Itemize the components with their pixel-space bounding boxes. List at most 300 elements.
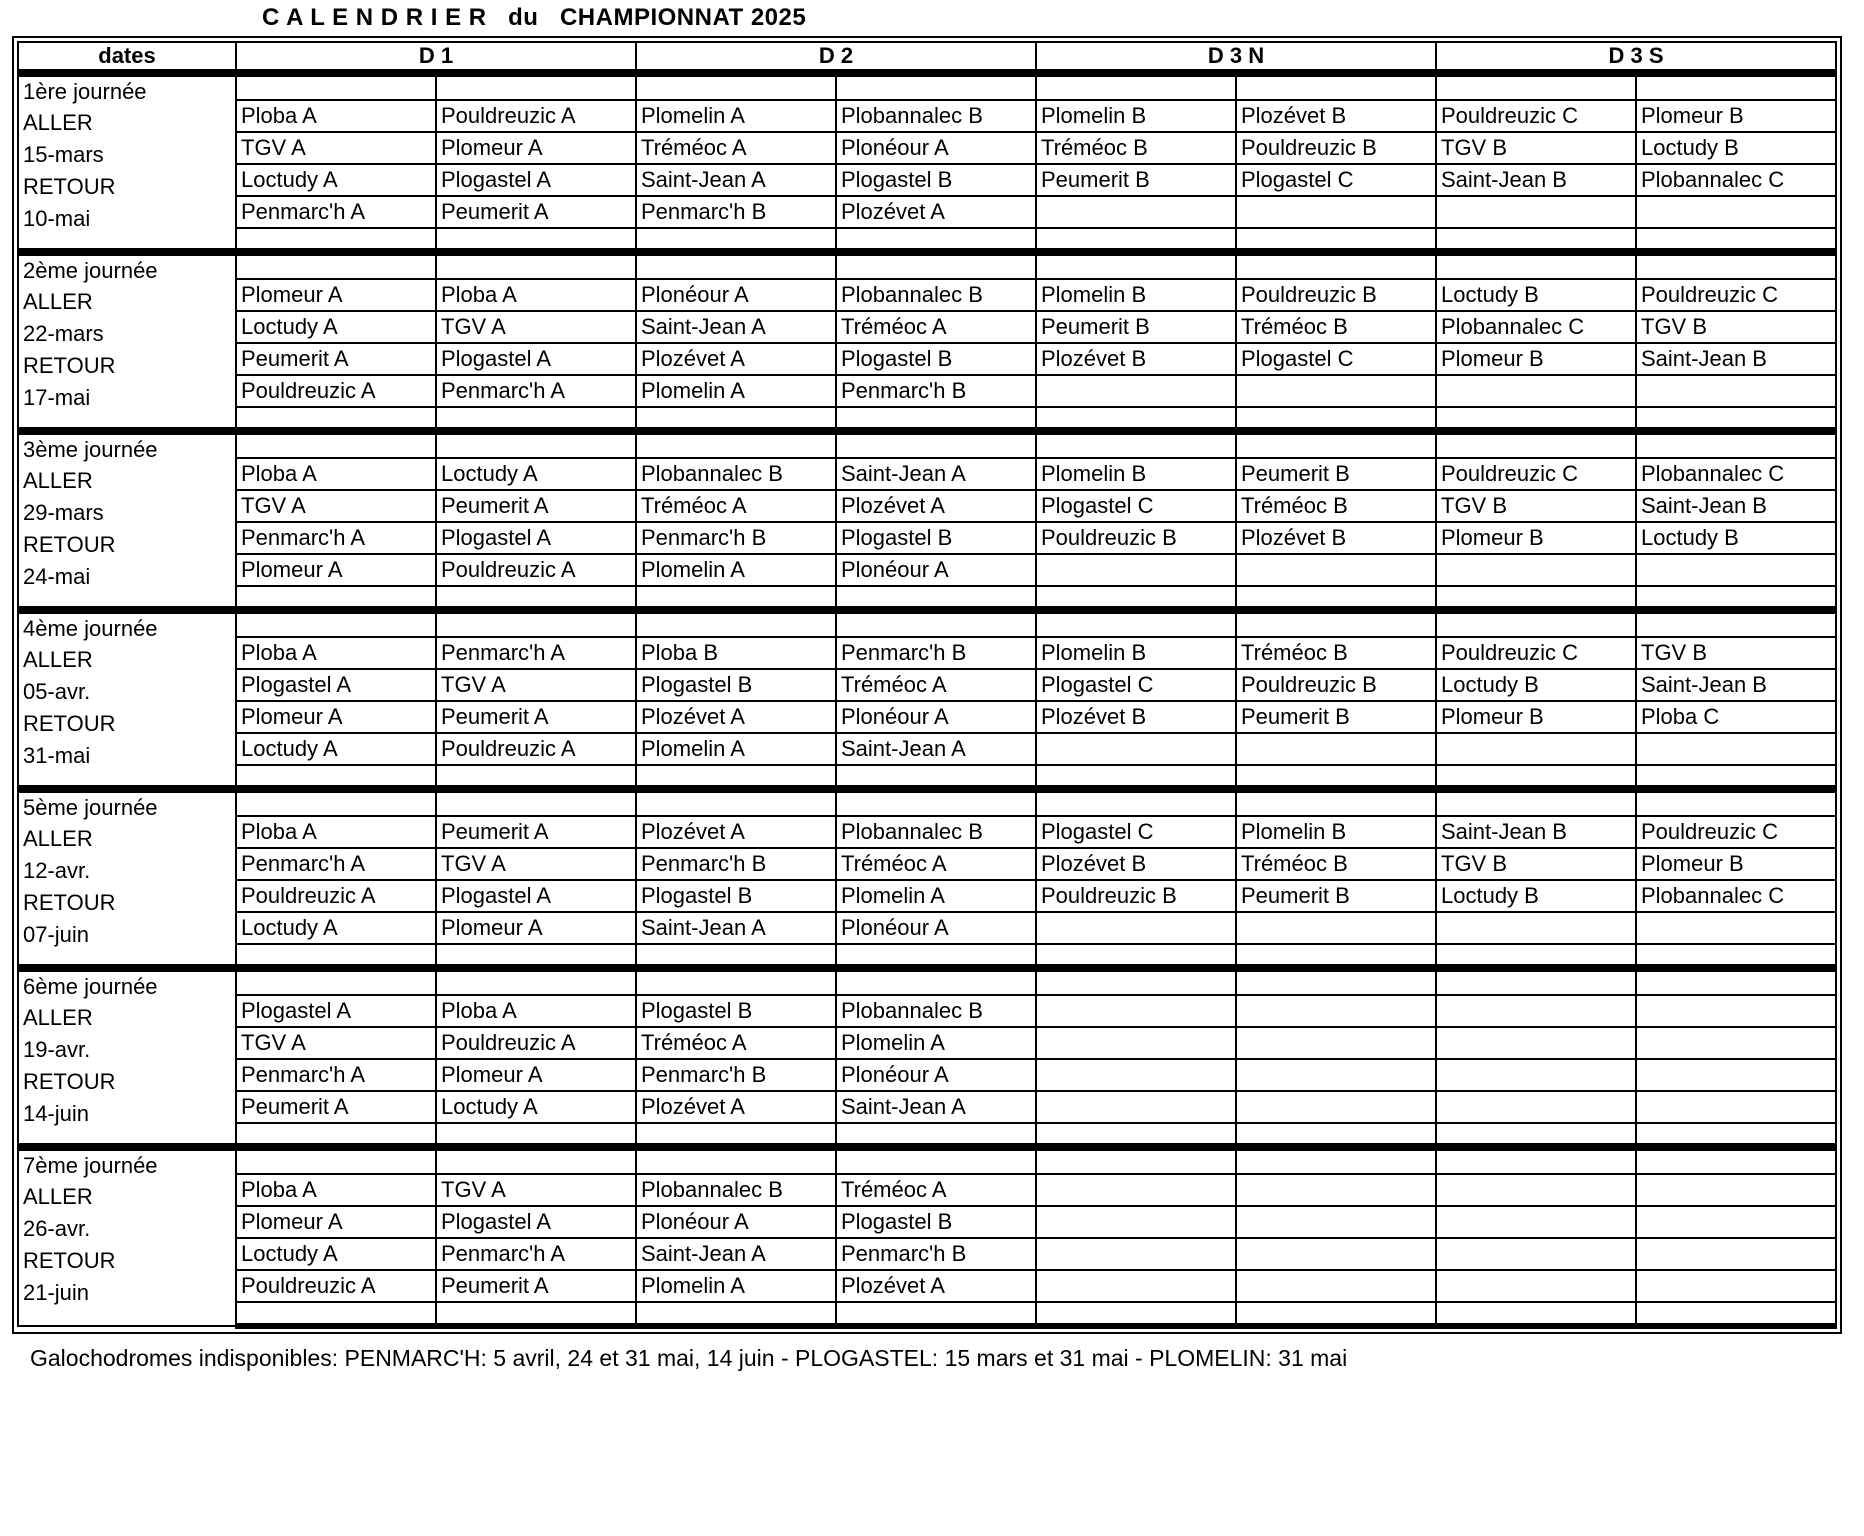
empty-cell [836,610,1036,637]
empty-cell [1436,944,1636,968]
empty-cell [1236,995,1436,1027]
aller-date: 12-avr. [23,858,91,883]
match-away-cell: Plomelin A [836,1027,1036,1059]
match-home-cell: Saint-Jean A [636,912,836,944]
empty-cell [1236,407,1436,431]
match-home-cell: TGV A [236,132,436,164]
match-away-cell: Saint-Jean B [1636,343,1836,375]
match-away-cell: Plobannalec B [836,100,1036,132]
match-home-cell: Pouldreuzic B [1036,522,1236,554]
match-home-cell: Saint-Jean A [636,311,836,343]
empty-cell [236,228,436,252]
retour-label: RETOUR [23,353,116,378]
empty-cell [836,765,1036,789]
empty-cell [1036,73,1236,100]
empty-cell [1436,73,1636,100]
journee-1-row [18,228,1836,252]
division-header-d1: D 1 [236,42,636,73]
journee-4-row [18,669,1836,701]
empty-cell [436,968,636,995]
match-away-cell: Plogastel A [436,1206,636,1238]
match-home-cell: Plomeur B [1436,522,1636,554]
division-header-d3s: D 3 S [1436,42,1836,73]
empty-cell [1036,1147,1236,1174]
empty-cell [836,431,1036,458]
journee-4-row [18,765,1836,789]
match-away-cell: Plomeur A [436,1059,636,1091]
empty-cell [1036,196,1236,228]
empty-cell [636,1123,836,1147]
match-home-cell: Penmarc'h B [636,196,836,228]
empty-cell [836,586,1036,610]
match-home-cell: TGV B [1436,490,1636,522]
aller-date: 15-mars [23,142,104,167]
aller-date: 29-mars [23,500,104,525]
match-home-cell: Saint-Jean A [636,164,836,196]
aller-date: 22-mars [23,321,104,346]
empty-cell [1236,1147,1436,1174]
journee-name: 2ème journée [23,258,158,283]
match-away-cell: Tréméoc A [836,669,1036,701]
empty-cell [1036,968,1236,995]
match-away-cell: Pouldreuzic A [436,1027,636,1059]
match-away-cell: Tréméoc A [836,848,1036,880]
empty-cell [1036,765,1236,789]
match-home-cell: Plogastel B [636,880,836,912]
journee-1-row [18,164,1836,196]
empty-cell [1636,995,1836,1027]
empty-cell [636,431,836,458]
match-away-cell: Pouldreuzic C [1636,816,1836,848]
empty-cell [436,228,636,252]
retour-date: 24-mai [23,564,91,589]
empty-cell [1036,252,1236,279]
journee-5-row [18,880,1836,912]
match-away-cell: TGV A [436,848,636,880]
journee-1-row [18,100,1836,132]
match-home-cell: Ploba A [236,637,436,669]
empty-cell [636,73,836,100]
journee-2-row [18,343,1836,375]
match-away-cell: Loctudy A [436,1091,636,1123]
empty-cell [1636,228,1836,252]
aller-label: ALLER [23,647,93,672]
empty-cell [1236,1123,1436,1147]
match-home-cell: Plobannalec B [636,458,836,490]
empty-cell [836,228,1036,252]
empty-cell [1236,252,1436,279]
empty-cell [1236,789,1436,816]
empty-cell [436,789,636,816]
journee-7-row [18,1206,1836,1238]
journee-dates-cell [18,431,236,610]
match-home-cell: Penmarc'h A [236,1059,436,1091]
match-home-cell: Loctudy B [1436,880,1636,912]
journee-6-row [18,1091,1836,1123]
match-away-cell: Pouldreuzic A [436,733,636,765]
division-header-d3n: D 3 N [1036,42,1436,73]
match-away-cell: Penmarc'h A [436,1238,636,1270]
match-home-cell: Plomelin B [1036,637,1236,669]
empty-cell [436,252,636,279]
empty-cell [1436,431,1636,458]
column-header-row [18,42,1836,73]
empty-cell [1436,789,1636,816]
empty-cell [436,586,636,610]
empty-cell [1236,944,1436,968]
journee-7-row [18,1238,1836,1270]
match-away-cell: Plozévet B [1236,522,1436,554]
match-away-cell: Pouldreuzic B [1236,669,1436,701]
match-away-cell: Plozévet A [836,196,1036,228]
match-home-cell: Plogastel C [1036,669,1236,701]
empty-cell [1436,586,1636,610]
empty-cell [1236,912,1436,944]
retour-date: 31-mai [23,743,91,768]
empty-cell [1236,968,1436,995]
match-home-cell: Tréméoc A [636,1027,836,1059]
empty-cell [1436,995,1636,1027]
journee-2-row [18,375,1836,407]
match-home-cell: Ploba B [636,637,836,669]
empty-cell [1636,1206,1836,1238]
match-away-cell: Peumerit A [436,490,636,522]
empty-cell [436,73,636,100]
empty-cell [1636,1027,1836,1059]
match-home-cell: Plogastel C [1036,816,1236,848]
match-away-cell: Saint-Jean A [836,1091,1036,1123]
match-away-cell: TGV B [1636,311,1836,343]
journee-5-row [18,789,1836,816]
empty-cell [1036,1091,1236,1123]
journee-5-row [18,912,1836,944]
retour-date: 10-mai [23,206,91,231]
empty-cell [1036,912,1236,944]
match-away-cell: Penmarc'h B [836,1238,1036,1270]
match-away-cell: Plogastel B [836,343,1036,375]
empty-cell [1036,1027,1236,1059]
match-home-cell: Plomeur A [236,701,436,733]
match-home-cell: Plomeur A [236,1206,436,1238]
match-away-cell: Peumerit A [436,1270,636,1302]
match-home-cell: Peumerit A [236,343,436,375]
journee-3-row [18,458,1836,490]
match-away-cell: Peumerit B [1236,458,1436,490]
empty-cell [636,789,836,816]
match-home-cell: Plomelin A [636,733,836,765]
match-away-cell: Plogastel A [436,522,636,554]
journee-1-row [18,196,1836,228]
match-home-cell: Plozévet A [636,816,836,848]
empty-cell [1636,944,1836,968]
empty-cell [1236,586,1436,610]
journee-6-row [18,1027,1836,1059]
empty-cell [1636,968,1836,995]
empty-cell [1036,375,1236,407]
match-home-cell: Plogastel A [236,669,436,701]
match-away-cell: Peumerit A [436,196,636,228]
empty-cell [436,944,636,968]
empty-cell [1036,1238,1236,1270]
calendar-table [17,41,1837,1329]
match-away-cell: Plogastel B [836,522,1036,554]
page-title: C A L E N D R I E R du CHAMPIONNAT 2025 [262,4,807,31]
empty-cell [1036,789,1236,816]
empty-cell [636,586,836,610]
empty-cell [436,1123,636,1147]
empty-cell [1636,586,1836,610]
journee-3-row [18,586,1836,610]
match-away-cell: Plogastel B [836,164,1036,196]
empty-cell [636,1302,836,1326]
match-away-cell: Plobannalec C [1636,164,1836,196]
match-away-cell: Ploba A [436,995,636,1027]
journee-6-row [18,995,1836,1027]
match-home-cell: Saint-Jean B [1436,164,1636,196]
match-home-cell: Plozévet B [1036,343,1236,375]
retour-label: RETOUR [23,711,116,736]
empty-cell [236,1123,436,1147]
match-away-cell: Plobannalec B [836,816,1036,848]
match-home-cell: Plomeur A [236,279,436,311]
aller-label: ALLER [23,468,93,493]
empty-cell [1236,73,1436,100]
match-home-cell: Penmarc'h A [236,196,436,228]
match-home-cell: Pouldreuzic A [236,1270,436,1302]
empty-cell [636,944,836,968]
empty-cell [1236,1206,1436,1238]
match-home-cell: Loctudy B [1436,669,1636,701]
empty-cell [236,1147,436,1174]
match-home-cell: Plomeur B [1436,701,1636,733]
journee-7-row [18,1270,1836,1302]
empty-cell [1236,1174,1436,1206]
journee-7-row [18,1302,1836,1326]
empty-cell [1036,1123,1236,1147]
empty-cell [236,431,436,458]
empty-cell [636,765,836,789]
match-away-cell: Plogastel C [1236,343,1436,375]
empty-cell [1436,1027,1636,1059]
match-away-cell: Plobannalec C [1636,458,1836,490]
match-away-cell: Plonéour A [836,912,1036,944]
match-away-cell: Plomeur B [1636,100,1836,132]
match-away-cell: Tréméoc B [1236,490,1436,522]
empty-cell [236,252,436,279]
match-away-cell: Ploba A [436,279,636,311]
empty-cell [436,765,636,789]
match-away-cell: TGV A [436,1174,636,1206]
empty-cell [236,968,436,995]
match-away-cell: Plobannalec B [836,279,1036,311]
match-home-cell: Plomelin A [636,375,836,407]
match-away-cell: Peumerit A [436,701,636,733]
empty-cell [1636,431,1836,458]
match-away-cell: Plomelin A [836,880,1036,912]
match-home-cell: Ploba A [236,458,436,490]
empty-cell [1036,944,1236,968]
empty-cell [1236,733,1436,765]
journee-3-row [18,554,1836,586]
match-home-cell: Peumerit A [236,1091,436,1123]
empty-cell [1036,1270,1236,1302]
empty-cell [436,610,636,637]
empty-cell [1236,610,1436,637]
match-away-cell: Saint-Jean A [836,733,1036,765]
match-away-cell: Plobannalec B [836,995,1036,1027]
match-home-cell: Plozévet A [636,343,836,375]
match-away-cell: Plonéour A [836,554,1036,586]
empty-cell [836,73,1036,100]
empty-cell [1636,733,1836,765]
empty-cell [636,968,836,995]
empty-cell [1436,1270,1636,1302]
empty-cell [836,789,1036,816]
match-away-cell: Plogastel B [836,1206,1036,1238]
empty-cell [236,944,436,968]
empty-cell [1236,1270,1436,1302]
match-home-cell: Pouldreuzic A [236,880,436,912]
match-away-cell: Plonéour A [836,1059,1036,1091]
empty-cell [1636,375,1836,407]
empty-cell [1236,196,1436,228]
match-away-cell: Plomelin B [1236,816,1436,848]
retour-label: RETOUR [23,890,116,915]
match-away-cell: Saint-Jean A [836,458,1036,490]
journee-5-row [18,816,1836,848]
match-home-cell: Pouldreuzic C [1436,458,1636,490]
empty-cell [836,944,1036,968]
match-away-cell: Peumerit B [1236,701,1436,733]
journee-dates-cell [18,610,236,789]
match-home-cell: TGV A [236,490,436,522]
match-home-cell: Pouldreuzic A [236,375,436,407]
journee-2-row [18,252,1836,279]
journee-name: 6ème journée [23,974,158,999]
empty-cell [1236,1027,1436,1059]
journee-name: 3ème journée [23,437,158,462]
match-home-cell: Plomeur A [236,554,436,586]
match-home-cell: Plogastel B [636,669,836,701]
aller-label: ALLER [23,110,93,135]
empty-cell [1436,912,1636,944]
match-home-cell: Penmarc'h A [236,522,436,554]
empty-cell [1436,196,1636,228]
empty-cell [1036,1174,1236,1206]
match-home-cell: Plozévet A [636,701,836,733]
match-away-cell: Penmarc'h B [836,375,1036,407]
empty-cell [236,73,436,100]
match-away-cell: Pouldreuzic A [436,100,636,132]
aller-label: ALLER [23,1184,93,1209]
match-away-cell: Loctudy B [1636,522,1836,554]
empty-cell [1436,375,1636,407]
empty-cell [1036,610,1236,637]
match-away-cell: Loctudy A [436,458,636,490]
match-home-cell: Tréméoc A [636,132,836,164]
journee-dates-cell [18,73,236,252]
match-away-cell: Plogastel A [436,164,636,196]
empty-cell [1236,1059,1436,1091]
match-home-cell: Loctudy B [1436,279,1636,311]
empty-cell [1436,252,1636,279]
match-away-cell: Tréméoc A [836,1174,1036,1206]
empty-cell [1436,1174,1636,1206]
retour-date: 17-mai [23,385,91,410]
empty-cell [1436,610,1636,637]
match-home-cell: Penmarc'h B [636,1059,836,1091]
match-home-cell: Plomelin A [636,1270,836,1302]
empty-cell [236,789,436,816]
empty-cell [1036,1206,1236,1238]
match-home-cell: Plomelin A [636,100,836,132]
match-away-cell: Plogastel A [436,343,636,375]
match-home-cell: Plobannalec C [1436,311,1636,343]
empty-cell [1236,228,1436,252]
match-away-cell: Peumerit A [436,816,636,848]
journee-dates-cell [18,252,236,431]
empty-cell [1636,789,1836,816]
empty-cell [436,407,636,431]
match-home-cell: Loctudy A [236,1238,436,1270]
match-home-cell: Pouldreuzic C [1436,100,1636,132]
match-home-cell: Pouldreuzic B [1036,880,1236,912]
match-away-cell: Plozévet A [836,490,1036,522]
empty-cell [1036,431,1236,458]
retour-date: 07-juin [23,922,90,947]
match-home-cell: Ploba A [236,816,436,848]
match-home-cell: Plonéour A [636,279,836,311]
empty-cell [1436,228,1636,252]
empty-cell [436,1302,636,1326]
empty-cell [1436,1238,1636,1270]
empty-cell [1236,431,1436,458]
retour-label: RETOUR [23,1248,116,1273]
journee-5-row [18,848,1836,880]
match-away-cell: Plonéour A [836,701,1036,733]
match-away-cell: Plomeur A [436,912,636,944]
match-away-cell: Saint-Jean B [1636,490,1836,522]
journee-2-row [18,407,1836,431]
empty-cell [1436,554,1636,586]
match-home-cell: Saint-Jean A [636,1238,836,1270]
match-away-cell: Plobannalec C [1636,880,1836,912]
empty-cell [636,1147,836,1174]
match-home-cell: Plogastel C [1036,490,1236,522]
match-away-cell: Loctudy B [1636,132,1836,164]
empty-cell [836,1147,1036,1174]
empty-cell [836,252,1036,279]
match-away-cell: Plomeur A [436,132,636,164]
empty-cell [1436,733,1636,765]
match-home-cell: Peumerit B [1036,164,1236,196]
empty-cell [236,407,436,431]
match-away-cell: Plonéour A [836,132,1036,164]
empty-cell [1036,995,1236,1027]
empty-cell [1636,1270,1836,1302]
empty-cell [1236,1238,1436,1270]
empty-cell [836,1302,1036,1326]
match-home-cell: Plomelin A [636,554,836,586]
journee-4-row [18,610,1836,637]
match-home-cell: Penmarc'h B [636,522,836,554]
match-home-cell: TGV B [1436,132,1636,164]
retour-date: 14-juin [23,1101,90,1126]
empty-cell [1636,252,1836,279]
empty-cell [1636,407,1836,431]
match-home-cell: Loctudy A [236,733,436,765]
empty-cell [1436,968,1636,995]
